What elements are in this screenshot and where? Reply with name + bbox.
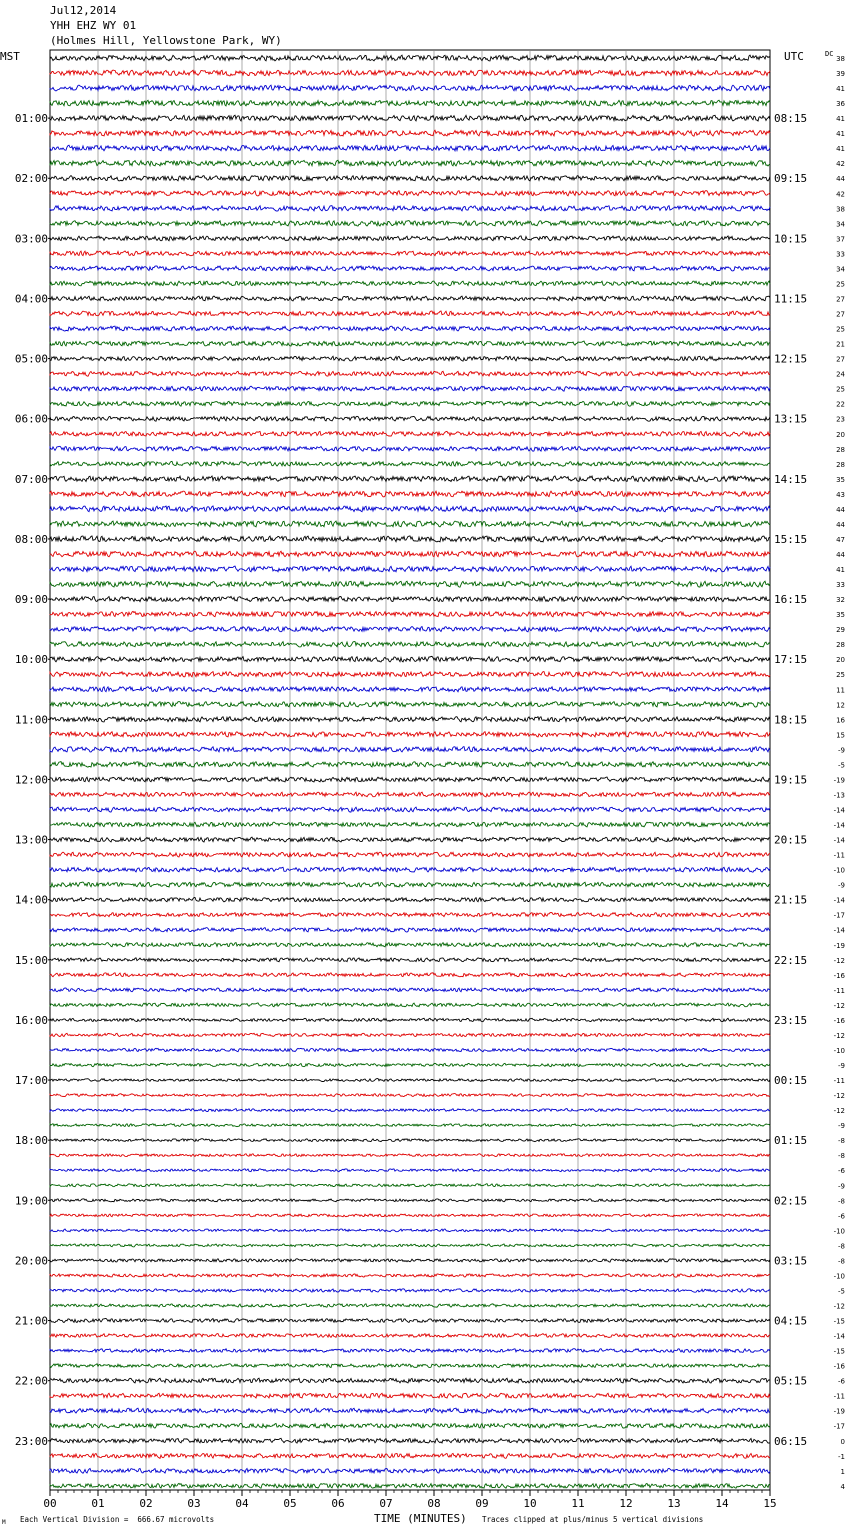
seismic-trace (50, 988, 770, 992)
dc-offset-label: 29 (836, 626, 845, 635)
seismic-trace (50, 296, 770, 301)
seismic-trace (50, 461, 770, 466)
right-timezone-label: UTC (784, 50, 804, 63)
seismic-trace (50, 191, 770, 196)
mst-hour-label: 12:00 (14, 773, 48, 787)
seismic-trace (50, 386, 770, 391)
mst-hour-label: 09:00 (14, 593, 48, 607)
mst-hour-label: 15:00 (14, 953, 48, 967)
dc-offset-label: 21 (836, 340, 845, 349)
seismic-trace (50, 356, 770, 361)
x-tick-label: 01 (91, 1497, 105, 1510)
dc-offset-label: -8 (838, 1242, 845, 1251)
dc-offset-label: 44 (836, 175, 845, 184)
dc-offset-label: 33 (836, 581, 845, 590)
x-tick-label: 12 (619, 1497, 633, 1510)
mst-hour-label: 04:00 (14, 292, 48, 306)
utc-hour-label: 11:15 (774, 292, 808, 306)
dc-offset-label: -12 (833, 1302, 845, 1311)
mst-hour-label: 20:00 (14, 1254, 48, 1268)
seismic-trace (50, 973, 770, 977)
dc-offset-label: 44 (836, 520, 845, 529)
utc-hour-label: 23:15 (774, 1013, 808, 1027)
dc-offset-label: 25 (836, 280, 845, 289)
dc-offset-label: -9 (838, 881, 845, 890)
seismic-trace (50, 852, 770, 857)
dc-offset-label: -9 (838, 746, 845, 755)
dc-offset-label: -11 (833, 1392, 845, 1401)
seismic-trace (50, 446, 770, 451)
seismic-trace (50, 536, 770, 542)
seismic-trace (50, 928, 770, 932)
mst-hour-label: 07:00 (14, 472, 48, 486)
dc-offset-label: 27 (836, 310, 845, 319)
dc-offset-label: 38 (836, 55, 845, 63)
dc-offset-label: 12 (836, 701, 845, 710)
seismic-trace (50, 1199, 770, 1202)
seismic-trace (50, 642, 770, 647)
utc-hour-label: 15:15 (774, 532, 808, 546)
seismic-trace (50, 656, 770, 662)
seismic-trace (50, 1274, 770, 1277)
dc-offset-label: -9 (838, 1182, 845, 1191)
seismic-trace (50, 1018, 770, 1021)
seismic-trace (50, 913, 770, 917)
seismic-trace (50, 1483, 770, 1488)
dc-offset-label: -12 (833, 1001, 845, 1010)
dc-offset-label: 11 (836, 686, 845, 695)
x-tick-label: 14 (715, 1497, 729, 1510)
seismic-trace (50, 1214, 770, 1217)
dc-offset-label: 20 (836, 430, 845, 439)
utc-hour-label: 22:15 (774, 953, 808, 967)
x-tick-label: 15 (763, 1497, 777, 1510)
dc-offset-label: -8 (838, 1257, 845, 1266)
dc-offset-label: 41 (836, 85, 845, 94)
dc-offset-label: 27 (836, 355, 845, 364)
seismic-trace (50, 1364, 770, 1368)
dc-offset-label: 41 (836, 115, 845, 124)
dc-offset-label: -8 (838, 1137, 845, 1146)
dc-offset-label: 44 (836, 550, 845, 559)
dc-offset-label: 35 (836, 611, 845, 620)
seismic-trace (50, 777, 770, 782)
seismic-trace (50, 1423, 770, 1428)
x-tick-label: 08 (427, 1497, 441, 1510)
x-tick-label: 05 (283, 1497, 297, 1510)
seismic-trace (50, 326, 770, 331)
seismic-trace (50, 1334, 770, 1338)
dc-offset-label: 34 (836, 220, 845, 229)
seismic-trace (50, 1438, 770, 1443)
seismic-trace (50, 70, 770, 76)
dc-offset-label: -6 (838, 1212, 845, 1221)
dc-offset-label: -15 (833, 1317, 845, 1326)
seismic-trace (50, 1048, 770, 1051)
dc-offset-label: -1 (838, 1452, 845, 1461)
dc-offset-label: 16 (836, 716, 845, 725)
dc-offset-label: 41 (836, 145, 845, 154)
seismic-trace (50, 1169, 770, 1172)
seismic-trace (50, 1229, 770, 1232)
dc-offset-label: 37 (836, 235, 845, 244)
dc-offset-label: -12 (833, 1107, 845, 1116)
dc-offset-label: -14 (833, 926, 845, 935)
dc-offset-label: -12 (833, 1031, 845, 1040)
dc-offset-label: -15 (833, 1347, 845, 1356)
x-tick-label: 07 (379, 1497, 393, 1510)
seismic-trace (50, 491, 770, 497)
seismic-trace (50, 236, 770, 241)
seismic-trace (50, 55, 770, 61)
utc-hour-label: 14:15 (774, 472, 808, 486)
seismic-trace (50, 898, 770, 902)
seismic-trace (50, 266, 770, 271)
dc-offset-label: -11 (833, 986, 845, 995)
dc-offset-label: 36 (836, 100, 845, 109)
dc-offset-label: -10 (833, 866, 845, 875)
seismic-trace (50, 1304, 770, 1307)
dc-offset-label: 47 (836, 535, 845, 544)
seismic-trace (50, 1468, 770, 1473)
dc-offset-label: 38 (836, 205, 845, 214)
dc-offset-label: -9 (838, 1062, 845, 1071)
dc-offset-label: 24 (836, 370, 845, 379)
x-tick-label: 11 (571, 1497, 585, 1510)
mst-hour-label: 21:00 (14, 1314, 48, 1328)
dc-offset-label: -17 (833, 911, 845, 920)
seismic-trace (50, 837, 770, 842)
dc-offset-label: 43 (836, 490, 845, 499)
seismic-trace (50, 401, 770, 406)
mst-hour-label: 05:00 (14, 352, 48, 366)
dc-offset-label: 25 (836, 325, 845, 334)
dc-offset-label: 20 (836, 656, 845, 665)
seismic-trace (50, 115, 770, 121)
dc-offset-label: 39 (836, 70, 845, 79)
x-tick-label: 13 (667, 1497, 681, 1510)
mst-hour-label: 08:00 (14, 532, 48, 546)
dc-offset-label: 44 (836, 505, 845, 514)
seismic-trace (50, 130, 770, 136)
seismic-trace (50, 747, 770, 752)
mst-hour-label: 16:00 (14, 1013, 48, 1027)
seismic-trace (50, 206, 770, 211)
seismic-trace (50, 807, 770, 812)
mst-hour-label: 18:00 (14, 1134, 48, 1148)
x-tick-label: 00 (43, 1497, 57, 1510)
seismic-trace (50, 1033, 770, 1036)
x-tick-label: 09 (475, 1497, 489, 1510)
vertical-scale-note: Each Vertical Division = 666.67 microvolts (20, 1515, 215, 1524)
seismic-trace (50, 1408, 770, 1413)
seismic-trace (50, 762, 770, 768)
x-tick-label: 04 (235, 1497, 249, 1510)
mst-hour-label: 17:00 (14, 1074, 48, 1088)
utc-hour-label: 03:15 (774, 1254, 808, 1268)
seismic-trace (50, 882, 770, 887)
dc-offset-label: -19 (833, 941, 845, 950)
mst-hour-label: 01:00 (14, 112, 48, 126)
mst-hour-label: 22:00 (14, 1374, 48, 1388)
seismic-trace (50, 822, 770, 827)
dc-offset-label: 41 (836, 130, 845, 139)
dc-offset-label: -10 (833, 1227, 845, 1236)
seismic-trace (50, 1184, 770, 1187)
seismic-trace (50, 160, 770, 166)
dc-offset-label: -12 (833, 956, 845, 965)
seismic-trace (50, 566, 770, 572)
dc-offset-label: -6 (838, 1377, 845, 1386)
utc-hour-label: 16:15 (774, 593, 808, 607)
seismic-trace (50, 687, 770, 692)
dc-offset-label: -5 (838, 1287, 845, 1296)
seismic-trace (50, 792, 770, 797)
seismic-trace (50, 958, 770, 962)
utc-hour-label: 09:15 (774, 172, 808, 186)
seismic-trace (50, 371, 770, 376)
seismic-trace (50, 85, 770, 91)
utc-hour-label: 19:15 (774, 773, 808, 787)
header-station: YHH EHZ WY 01 (50, 19, 137, 32)
utc-hour-label: 12:15 (774, 352, 808, 366)
dc-offset-label: 23 (836, 415, 845, 424)
clip-note: Traces clipped at plus/minus 5 vertical divisions (482, 1515, 704, 1524)
x-axis-title: TIME (MINUTES) (374, 1512, 467, 1525)
seismic-trace (50, 100, 770, 106)
utc-hour-label: 13:15 (774, 412, 808, 426)
seismic-trace (50, 627, 770, 632)
utc-hour-label: 05:15 (774, 1374, 808, 1388)
left-timezone-label: MST (0, 50, 20, 63)
dc-offset-label: 42 (836, 190, 845, 199)
seismic-trace (50, 702, 770, 707)
dc-offset-label: -6 (838, 1167, 845, 1176)
dc-offset-label: 25 (836, 671, 845, 680)
mst-hour-label: 14:00 (14, 893, 48, 907)
utc-hour-label: 01:15 (774, 1134, 808, 1148)
seismic-trace (50, 672, 770, 677)
seismic-trace (50, 1349, 770, 1353)
seismic-trace (50, 311, 770, 316)
utc-hour-label: 00:15 (774, 1074, 808, 1088)
utc-hour-label: 08:15 (774, 112, 808, 126)
seismic-trace (50, 1453, 770, 1458)
seismic-trace (50, 1154, 770, 1157)
dc-offset-label: 42 (836, 160, 845, 169)
mst-hour-label: 02:00 (14, 172, 48, 186)
mst-hour-label: 03:00 (14, 232, 48, 246)
dc-offset-label: -9 (838, 1122, 845, 1131)
dc-offset-label: -11 (833, 1077, 845, 1086)
dc-offset-label: 27 (836, 295, 845, 304)
dc-offset-label: 35 (836, 475, 845, 484)
mst-hour-label: 13:00 (14, 833, 48, 847)
dc-offset-label: -16 (833, 1016, 845, 1025)
utc-hour-label: 20:15 (774, 833, 808, 847)
dc-offset-label: -16 (833, 1362, 845, 1371)
utc-hour-label: 18:15 (774, 713, 808, 727)
seismic-trace (50, 221, 770, 226)
seismic-trace (50, 1079, 770, 1082)
seismic-trace (50, 1109, 770, 1112)
dc-offset-label: 32 (836, 596, 845, 605)
seismic-trace (50, 476, 770, 482)
dc-offset-label: -14 (833, 836, 845, 845)
seismic-trace (50, 506, 770, 512)
mst-hour-label: 19:00 (14, 1194, 48, 1208)
seismic-trace (50, 551, 770, 557)
mst-hour-label: 11:00 (14, 713, 48, 727)
mst-hour-label: 23:00 (14, 1434, 48, 1448)
seismic-trace (50, 145, 770, 151)
dc-offset-label: -14 (833, 1332, 845, 1341)
utc-hour-label: 06:15 (774, 1434, 808, 1448)
seismic-trace (50, 521, 770, 527)
dc-offset-label: 33 (836, 250, 845, 259)
seismic-trace (50, 416, 770, 421)
dc-offset-label: -19 (833, 1407, 845, 1416)
seismic-trace (50, 1393, 770, 1398)
utc-hour-label: 17:15 (774, 653, 808, 667)
dc-offset-label: -13 (833, 791, 845, 800)
dc-offset-label: -8 (838, 1197, 845, 1206)
dc-offset-label: -10 (833, 1046, 845, 1055)
seismic-trace (50, 1244, 770, 1247)
utc-hour-label: 21:15 (774, 893, 808, 907)
plot-frame (50, 50, 770, 1490)
dc-offset-label: 0 (840, 1437, 845, 1446)
seismic-trace (50, 581, 770, 587)
dc-offset-label: -14 (833, 806, 845, 815)
seismic-trace (50, 1063, 770, 1066)
dc-offset-label: -17 (833, 1422, 845, 1431)
seismic-trace (50, 1003, 770, 1007)
seismic-trace (50, 1378, 770, 1383)
seismic-trace (50, 717, 770, 722)
x-tick-label: 06 (331, 1497, 345, 1510)
dc-offset-label: -14 (833, 896, 845, 905)
dc-offset-label: 25 (836, 385, 845, 394)
utc-hour-label: 04:15 (774, 1314, 808, 1328)
dc-offset-label: 28 (836, 445, 845, 454)
seismic-trace (50, 867, 770, 872)
utc-hour-label: 10:15 (774, 232, 808, 246)
dc-offset-label: -11 (833, 851, 845, 860)
dc-offset-label: -5 (838, 761, 845, 770)
seismic-trace (50, 1259, 770, 1262)
seismic-trace (50, 596, 770, 601)
seismic-trace (50, 251, 770, 256)
dc-offset-label: 22 (836, 400, 845, 409)
scale-marker: M (2, 1519, 6, 1526)
seismic-trace (50, 1094, 770, 1097)
dc-offset-label: -19 (833, 776, 845, 785)
mst-hour-label: 06:00 (14, 412, 48, 426)
dc-offset-label: -14 (833, 821, 845, 830)
seismic-trace (50, 943, 770, 947)
seismic-trace (50, 176, 770, 181)
dc-offset-label: 41 (836, 566, 845, 575)
dc-offset-label: -8 (838, 1152, 845, 1161)
x-tick-label: 03 (187, 1497, 201, 1510)
dc-offset-label: 1 (840, 1467, 845, 1476)
seismic-trace (50, 1124, 770, 1127)
seismic-trace (50, 281, 770, 286)
dc-offset-label: 34 (836, 265, 845, 274)
seismic-trace (50, 431, 770, 436)
utc-hour-label: 02:15 (774, 1194, 808, 1208)
header-location: (Holmes Hill, Yellowstone Park, WY) (50, 34, 282, 47)
seismic-trace (50, 341, 770, 346)
seismic-trace (50, 1319, 770, 1323)
mst-hour-label: 10:00 (14, 653, 48, 667)
seismic-trace (50, 611, 770, 616)
dc-offset-label: -16 (833, 971, 845, 980)
x-tick-label: 02 (139, 1497, 153, 1510)
dc-offset-label: -12 (833, 1092, 845, 1101)
dc-offset-label: 15 (836, 731, 845, 740)
header-date: Jul12,2014 (50, 4, 117, 17)
seismic-trace (50, 732, 770, 737)
seismic-trace (50, 1139, 770, 1142)
dc-offset-label: 4 (840, 1482, 845, 1491)
dc-offset-label: -10 (833, 1272, 845, 1281)
dc-offset-header: DC (825, 50, 834, 58)
dc-offset-label: 28 (836, 641, 845, 650)
x-tick-label: 10 (523, 1497, 537, 1510)
dc-offset-label: 28 (836, 460, 845, 469)
seismic-trace (50, 1289, 770, 1292)
